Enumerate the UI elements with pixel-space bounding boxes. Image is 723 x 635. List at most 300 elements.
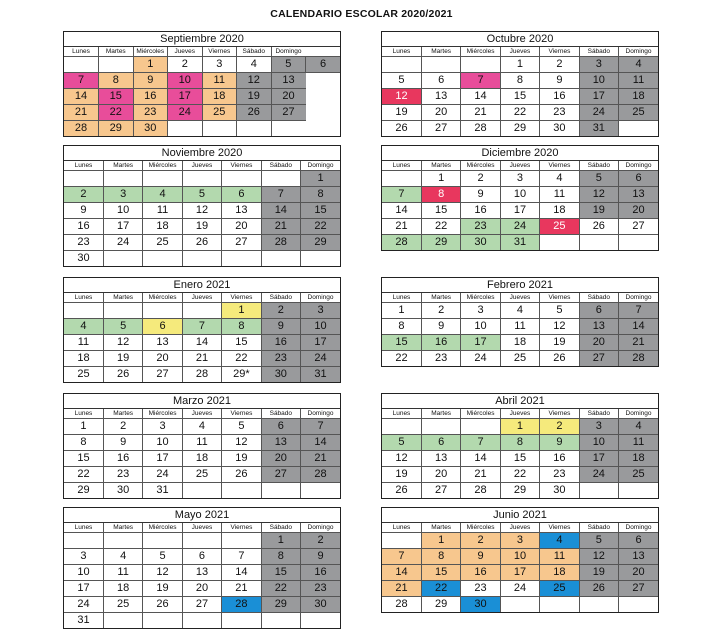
day-cell: [301, 613, 340, 629]
day-cell: 22: [500, 467, 539, 483]
day-cell: 27: [182, 597, 221, 613]
weekday-header: Miércoles: [143, 293, 182, 303]
day-cell: 12: [382, 451, 421, 467]
day-cell: 22: [99, 105, 134, 121]
day-cell: 8: [382, 319, 421, 335]
day-cell: 24: [301, 351, 340, 367]
weekday-header: Domingo: [301, 293, 340, 303]
day-cell: [182, 171, 221, 187]
day-cell: 22: [421, 219, 460, 235]
day-cell: 2: [261, 303, 300, 319]
day-cell: 10: [301, 319, 340, 335]
day-cell: 22: [382, 351, 421, 367]
day-cell: 27: [261, 467, 300, 483]
week-row: [64, 335, 340, 351]
day-cell: 20: [579, 335, 618, 351]
weekday-header: Viernes: [222, 293, 261, 303]
day-cell: 3: [579, 57, 618, 73]
day-cell: 23: [133, 105, 168, 121]
day-cell: 9: [540, 73, 579, 89]
day-cell: 30: [301, 597, 340, 613]
day-cell: 22: [222, 351, 261, 367]
day-cell: [182, 303, 221, 319]
day-cell: 15: [500, 89, 539, 105]
day-cell: 10: [500, 187, 539, 203]
week-row: [64, 451, 340, 467]
day-cell: [222, 613, 261, 629]
day-cell: 1: [133, 57, 168, 73]
weekday-header: Jueves: [182, 161, 221, 171]
day-cell: 27: [619, 581, 658, 597]
weekday-header: Jueves: [500, 523, 539, 533]
day-cell: 28: [382, 235, 421, 251]
weekday-header: Lunes: [64, 293, 103, 303]
day-cell: 7: [382, 549, 421, 565]
day-cell: 13: [182, 565, 221, 581]
day-cell: 26: [103, 367, 142, 383]
weekday-header: Viernes: [222, 409, 261, 419]
day-cell: [421, 57, 460, 73]
day-cell: 30: [133, 121, 168, 137]
day-cell: 19: [222, 451, 261, 467]
day-cell: [64, 303, 103, 319]
day-cell: 3: [64, 549, 103, 565]
weekday-header: Miércoles: [461, 293, 500, 303]
day-cell: 31: [301, 367, 340, 383]
day-cell: [619, 121, 658, 137]
day-cell: 29: [261, 597, 300, 613]
day-cell: 9: [421, 319, 460, 335]
weekday-header: Viernes: [222, 161, 261, 171]
day-cell: 9: [301, 549, 340, 565]
day-cell: 30: [261, 367, 300, 383]
weekday-header: Martes: [103, 293, 142, 303]
day-cell: 7: [182, 319, 221, 335]
weekday-header: Lunes: [382, 161, 421, 171]
day-cell: 24: [64, 597, 103, 613]
day-cell: 29: [64, 483, 103, 499]
day-cell: [619, 483, 658, 499]
day-cell: 5: [143, 549, 182, 565]
day-cell: 31: [64, 613, 103, 629]
week-row: [64, 203, 340, 219]
week-row: [64, 419, 340, 435]
day-cell: 17: [168, 89, 203, 105]
day-cell: 2: [461, 533, 500, 549]
weekday-header: Domingo: [619, 409, 658, 419]
day-cell: 22: [421, 581, 460, 597]
day-cell: 23: [103, 467, 142, 483]
weekday-header: Viernes: [540, 161, 579, 171]
day-cell: 18: [182, 451, 221, 467]
weekday-header: Sábado: [579, 293, 618, 303]
month-grid: [382, 293, 658, 366]
day-cell: 7: [461, 435, 500, 451]
day-cell: 4: [540, 533, 579, 549]
week-row: [64, 251, 340, 267]
day-cell: 17: [579, 89, 618, 105]
month-calendar: [63, 393, 341, 499]
day-cell: 6: [421, 435, 460, 451]
week-row: [64, 613, 340, 629]
weekday-header: Miércoles: [143, 409, 182, 419]
day-cell: [261, 483, 300, 499]
day-cell: 16: [301, 565, 340, 581]
day-cell: [540, 597, 579, 613]
day-cell: 2: [168, 57, 203, 73]
day-cell: 18: [143, 219, 182, 235]
day-cell: 11: [64, 335, 103, 351]
day-cell: 10: [500, 549, 539, 565]
day-cell: 20: [182, 581, 221, 597]
day-cell: 12: [382, 89, 421, 105]
day-cell: 17: [500, 565, 539, 581]
day-cell: 13: [421, 89, 460, 105]
month-calendar: [381, 507, 659, 613]
day-cell: 30: [540, 483, 579, 499]
day-cell: 17: [143, 451, 182, 467]
day-cell: 6: [261, 419, 300, 435]
day-cell: 2: [540, 419, 579, 435]
day-cell: [461, 419, 500, 435]
day-cell: 12: [182, 203, 221, 219]
week-row: [382, 89, 658, 105]
day-cell: 11: [500, 319, 539, 335]
day-cell: 7: [301, 419, 340, 435]
day-cell: 29*: [222, 367, 261, 383]
weekday-header: Sábado: [579, 409, 618, 419]
day-cell: 24: [168, 105, 203, 121]
weekday-header: Miércoles: [461, 47, 500, 57]
week-row: [64, 57, 340, 73]
weekday-header: Lunes: [64, 409, 103, 419]
month-calendar: [63, 145, 341, 267]
week-row: [64, 351, 340, 367]
day-cell: 14: [261, 203, 300, 219]
day-cell: 19: [579, 565, 618, 581]
day-cell: 11: [540, 549, 579, 565]
day-cell: [222, 483, 261, 499]
day-cell: 5: [182, 187, 221, 203]
day-cell: 15: [64, 451, 103, 467]
day-cell: 19: [237, 89, 272, 105]
weekday-header: Martes: [421, 409, 460, 419]
day-cell: 25: [540, 219, 579, 235]
day-cell: 7: [382, 187, 421, 203]
day-cell: 21: [382, 219, 421, 235]
day-cell: 26: [382, 483, 421, 499]
day-cell: 6: [421, 73, 460, 89]
month-calendar: [63, 507, 341, 629]
day-cell: 4: [237, 57, 272, 73]
day-cell: 21: [461, 105, 500, 121]
week-row: [64, 105, 340, 121]
day-cell: 21: [382, 581, 421, 597]
day-cell: 8: [99, 73, 134, 89]
day-cell: [143, 613, 182, 629]
weekday-header: Miércoles: [461, 409, 500, 419]
day-cell: 20: [421, 467, 460, 483]
day-cell: 18: [103, 581, 142, 597]
weekday-header: Miércoles: [461, 161, 500, 171]
day-cell: 28: [182, 367, 221, 383]
day-cell: [500, 597, 539, 613]
day-cell: 24: [579, 105, 618, 121]
weekday-header: Sábado: [261, 409, 300, 419]
weekday-header: Domingo: [619, 161, 658, 171]
day-cell: 7: [64, 73, 99, 89]
day-cell: [182, 483, 221, 499]
day-cell: 16: [64, 219, 103, 235]
week-row: [64, 549, 340, 565]
week-row: [64, 483, 340, 499]
day-cell: 21: [301, 451, 340, 467]
page-title: CALENDARIO ESCOLAR 2020/2021: [270, 8, 453, 20]
day-cell: 16: [461, 565, 500, 581]
day-cell: 23: [461, 219, 500, 235]
day-cell: [222, 171, 261, 187]
day-cell: [261, 613, 300, 629]
day-cell: 23: [301, 581, 340, 597]
day-cell: 16: [540, 89, 579, 105]
weekday-header: Sábado: [579, 47, 618, 57]
day-cell: 13: [261, 435, 300, 451]
day-cell: [222, 533, 261, 549]
day-cell: 1: [301, 171, 340, 187]
day-cell: 16: [133, 89, 168, 105]
day-cell: 4: [182, 419, 221, 435]
day-cell: 19: [182, 219, 221, 235]
day-cell: 6: [619, 533, 658, 549]
day-cell: 28: [382, 597, 421, 613]
day-cell: 18: [540, 203, 579, 219]
day-cell: 3: [143, 419, 182, 435]
day-cell: 14: [182, 335, 221, 351]
day-cell: [168, 121, 203, 137]
day-cell: 1: [421, 533, 460, 549]
day-cell: [222, 251, 261, 267]
weekday-header: Domingo: [301, 523, 340, 533]
day-cell: 19: [382, 105, 421, 121]
day-cell: [382, 419, 421, 435]
weekday-header: Domingo: [301, 161, 340, 171]
day-cell: [64, 171, 103, 187]
day-cell: 21: [619, 335, 658, 351]
day-cell: 17: [461, 335, 500, 351]
day-cell: [182, 251, 221, 267]
week-row: [64, 581, 340, 597]
day-cell: 14: [461, 451, 500, 467]
day-cell: 12: [143, 565, 182, 581]
day-cell: 15: [99, 89, 134, 105]
week-row: [64, 435, 340, 451]
day-cell: 6: [143, 319, 182, 335]
weekday-header: Martes: [421, 47, 460, 57]
day-cell: 29: [500, 121, 539, 137]
day-cell: 9: [461, 549, 500, 565]
week-row: [64, 533, 340, 549]
day-cell: 16: [261, 335, 300, 351]
day-cell: 6: [306, 57, 341, 73]
day-cell: 19: [103, 351, 142, 367]
weekday-header: Sábado: [261, 293, 300, 303]
day-cell: 15: [421, 203, 460, 219]
week-row: [382, 57, 658, 73]
day-cell: 20: [261, 451, 300, 467]
day-cell: 6: [619, 171, 658, 187]
month-calendar: [63, 31, 341, 137]
weekday-header: Viernes: [202, 47, 237, 57]
day-cell: 21: [222, 581, 261, 597]
day-cell: 20: [143, 351, 182, 367]
month-title: Febrero 2021: [382, 278, 658, 293]
day-cell: 4: [103, 549, 142, 565]
day-cell: [237, 121, 272, 137]
day-cell: 15: [421, 565, 460, 581]
day-cell: 24: [143, 467, 182, 483]
day-cell: 1: [421, 171, 460, 187]
day-cell: 9: [103, 435, 142, 451]
day-cell: 30: [461, 235, 500, 251]
day-cell: [103, 171, 142, 187]
day-cell: 15: [301, 203, 340, 219]
day-cell: 12: [103, 335, 142, 351]
day-cell: 27: [143, 367, 182, 383]
day-cell: [579, 483, 618, 499]
day-cell: 11: [540, 187, 579, 203]
day-cell: 25: [182, 467, 221, 483]
day-cell: 16: [421, 335, 460, 351]
day-cell: 2: [64, 187, 103, 203]
weekday-header: Jueves: [500, 161, 539, 171]
day-cell: 19: [579, 203, 618, 219]
day-cell: [301, 251, 340, 267]
day-cell: 21: [182, 351, 221, 367]
weekday-header: Jueves: [182, 293, 221, 303]
day-cell: 19: [382, 467, 421, 483]
weekday-header: Miércoles: [143, 161, 182, 171]
day-cell: 1: [382, 303, 421, 319]
day-cell: [143, 171, 182, 187]
weekday-header: Domingo: [619, 523, 658, 533]
week-row: [382, 235, 658, 251]
week-row: [64, 597, 340, 613]
weekday-header: Lunes: [382, 47, 421, 57]
day-cell: 19: [143, 581, 182, 597]
day-cell: 31: [579, 121, 618, 137]
day-cell: 14: [64, 89, 99, 105]
day-cell: 1: [500, 57, 539, 73]
weekday-header: Martes: [421, 293, 460, 303]
weekday-header: Martes: [103, 409, 142, 419]
month-grid: [382, 47, 658, 136]
day-cell: 3: [301, 303, 340, 319]
weekday-header: Martes: [421, 523, 460, 533]
week-row: [382, 435, 658, 451]
month-calendar: [381, 277, 659, 367]
day-cell: 12: [222, 435, 261, 451]
month-calendar: [63, 277, 341, 383]
day-cell: 22: [500, 105, 539, 121]
day-cell: 5: [540, 303, 579, 319]
day-cell: 18: [64, 351, 103, 367]
day-cell: 26: [182, 235, 221, 251]
day-cell: 22: [261, 581, 300, 597]
day-cell: 20: [222, 219, 261, 235]
weekday-header: Lunes: [382, 409, 421, 419]
day-cell: 30: [103, 483, 142, 499]
day-cell: 19: [540, 335, 579, 351]
weekday-header: Martes: [421, 161, 460, 171]
day-cell: 7: [619, 303, 658, 319]
day-cell: [540, 235, 579, 251]
month-grid: [382, 409, 658, 498]
weekday-header: Lunes: [64, 47, 99, 57]
week-row: [64, 319, 340, 335]
weekday-header: Viernes: [540, 523, 579, 533]
weekday-header: Domingo: [619, 293, 658, 303]
day-cell: 4: [540, 171, 579, 187]
day-cell: 3: [202, 57, 237, 73]
day-cell: 18: [202, 89, 237, 105]
day-cell: 8: [222, 319, 261, 335]
weekday-header: Viernes: [222, 523, 261, 533]
day-cell: 8: [500, 435, 539, 451]
day-cell: 4: [619, 419, 658, 435]
month-title: Mayo 2021: [64, 508, 340, 523]
day-cell: 4: [619, 57, 658, 73]
week-row: [64, 219, 340, 235]
day-cell: 2: [421, 303, 460, 319]
weekday-header: Viernes: [540, 409, 579, 419]
day-cell: 8: [301, 187, 340, 203]
day-cell: 17: [64, 581, 103, 597]
week-row: [64, 121, 340, 137]
day-cell: 5: [103, 319, 142, 335]
day-cell: 10: [103, 203, 142, 219]
day-cell: 21: [64, 105, 99, 121]
weekday-header: Martes: [99, 47, 134, 57]
month-grid: [64, 47, 340, 136]
day-cell: 4: [64, 319, 103, 335]
day-cell: 7: [461, 73, 500, 89]
day-cell: 8: [261, 549, 300, 565]
day-cell: 24: [103, 235, 142, 251]
weekday-header: Jueves: [168, 47, 203, 57]
day-cell: 4: [143, 187, 182, 203]
day-cell: [99, 57, 134, 73]
weekday-header: Jueves: [182, 523, 221, 533]
weekday-header: Jueves: [182, 409, 221, 419]
day-cell: [143, 251, 182, 267]
day-cell: 17: [579, 451, 618, 467]
day-cell: 5: [222, 419, 261, 435]
day-cell: 30: [64, 251, 103, 267]
day-cell: [579, 597, 618, 613]
weekday-header: Miércoles: [143, 523, 182, 533]
day-cell: 13: [619, 549, 658, 565]
day-cell: [579, 235, 618, 251]
day-cell: 2: [301, 533, 340, 549]
day-cell: 23: [64, 235, 103, 251]
weekday-header: Lunes: [64, 523, 103, 533]
weekday-header: Lunes: [382, 293, 421, 303]
day-cell: 16: [461, 203, 500, 219]
day-cell: 9: [540, 435, 579, 451]
day-cell: 13: [421, 451, 460, 467]
day-cell: 27: [421, 121, 460, 137]
month-calendar: [381, 393, 659, 499]
